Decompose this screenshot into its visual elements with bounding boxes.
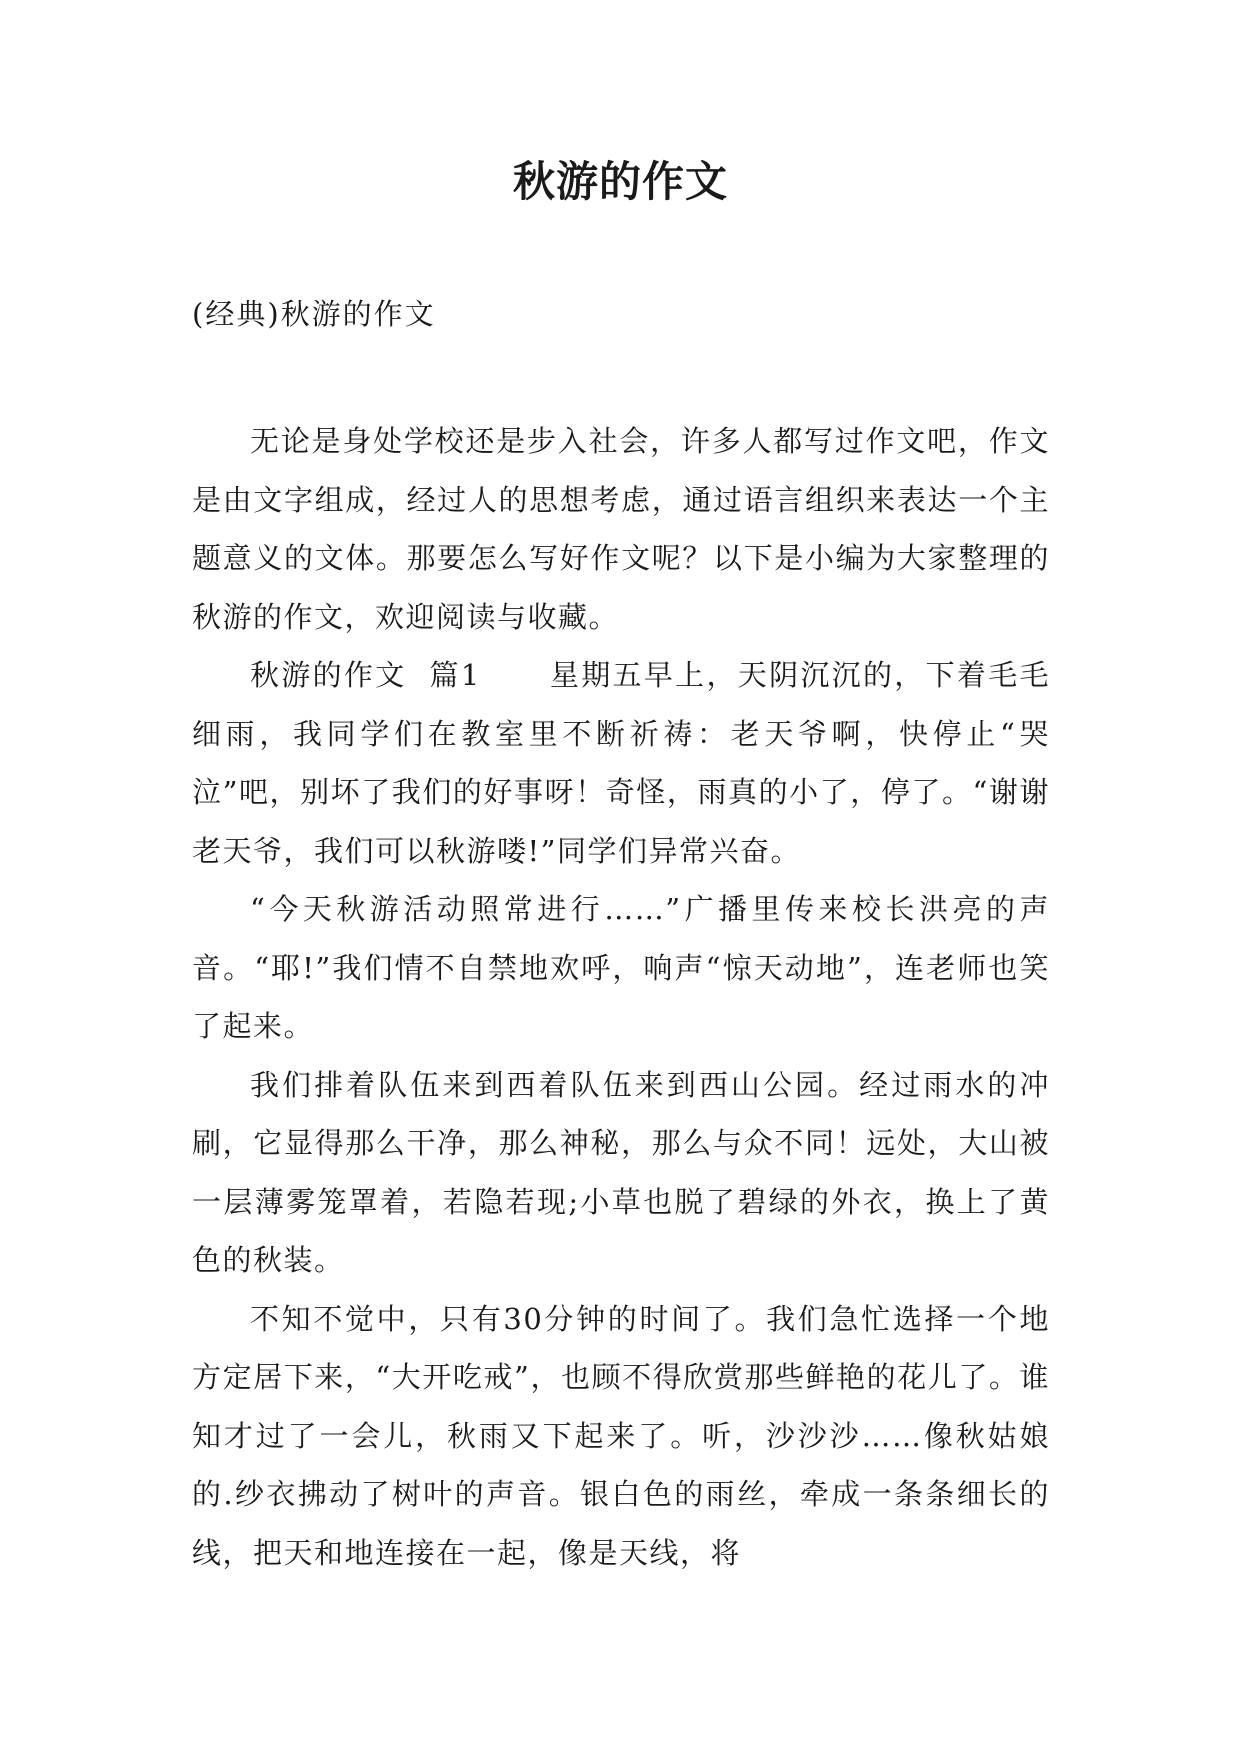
paragraph-essay-1-start: 秋游的作文 篇1 星期五早上，天阴沉沉的，下着毛毛细雨，我同学们在教室里不断祈祷：老天爷啊，快停止“哭泣”吧，别坏了我们的好事呀！奇怪，雨真的小了，停了。“谢谢老天爷，我们可以秋游喽!”同学们异常兴奋。: [192, 658, 1050, 868]
paragraph-intro: 无论是身处学校还是步入社会，许多人都写过作文吧，作文是由文字组成，经过人的思想考虑，通过语言组织来表达一个主题意义的文体。那要怎么写好作文呢？以下是小编为大家整理的秋游的作文，欢迎阅读与收藏。: [192, 424, 1050, 634]
paragraph-rain: 不知不觉中，只有30分钟的时间了。我们急忙选择一个地方定居下来，“大开吃戒”，也顾不得欣赏那些鲜艳的花儿了。谁知才过了一会儿，秋雨又下起来了。听，沙沙沙……像秋姑娘的.纱衣拂动了树叶的声音。银白色的雨丝，牵成一条条细长的线，把天和地连接在一起，像是天线，将: [192, 1301, 1050, 1570]
page-title: 秋游的作文: [512, 157, 728, 206]
body-text: [192, 412, 1050, 1582]
paragraph-park: 我们排着队伍来到西着队伍来到西山公园。经过雨水的冲刷，它显得那么干净，那么神秘，那么与众不同！远处，大山被一层薄雾笼罩着，若隐若现;小草也脱了碧绿的外衣，换上了黄色的秋装。: [192, 1067, 1050, 1277]
subtitle: (经典)秋游的作文: [192, 297, 436, 331]
paragraph-broadcast: “今天秋游活动照常进行……”广播里传来校长洪亮的声音。“耶!”我们情不自禁地欢呼，响声“惊天动地”，连老师也笑了起来。: [192, 892, 1050, 1043]
